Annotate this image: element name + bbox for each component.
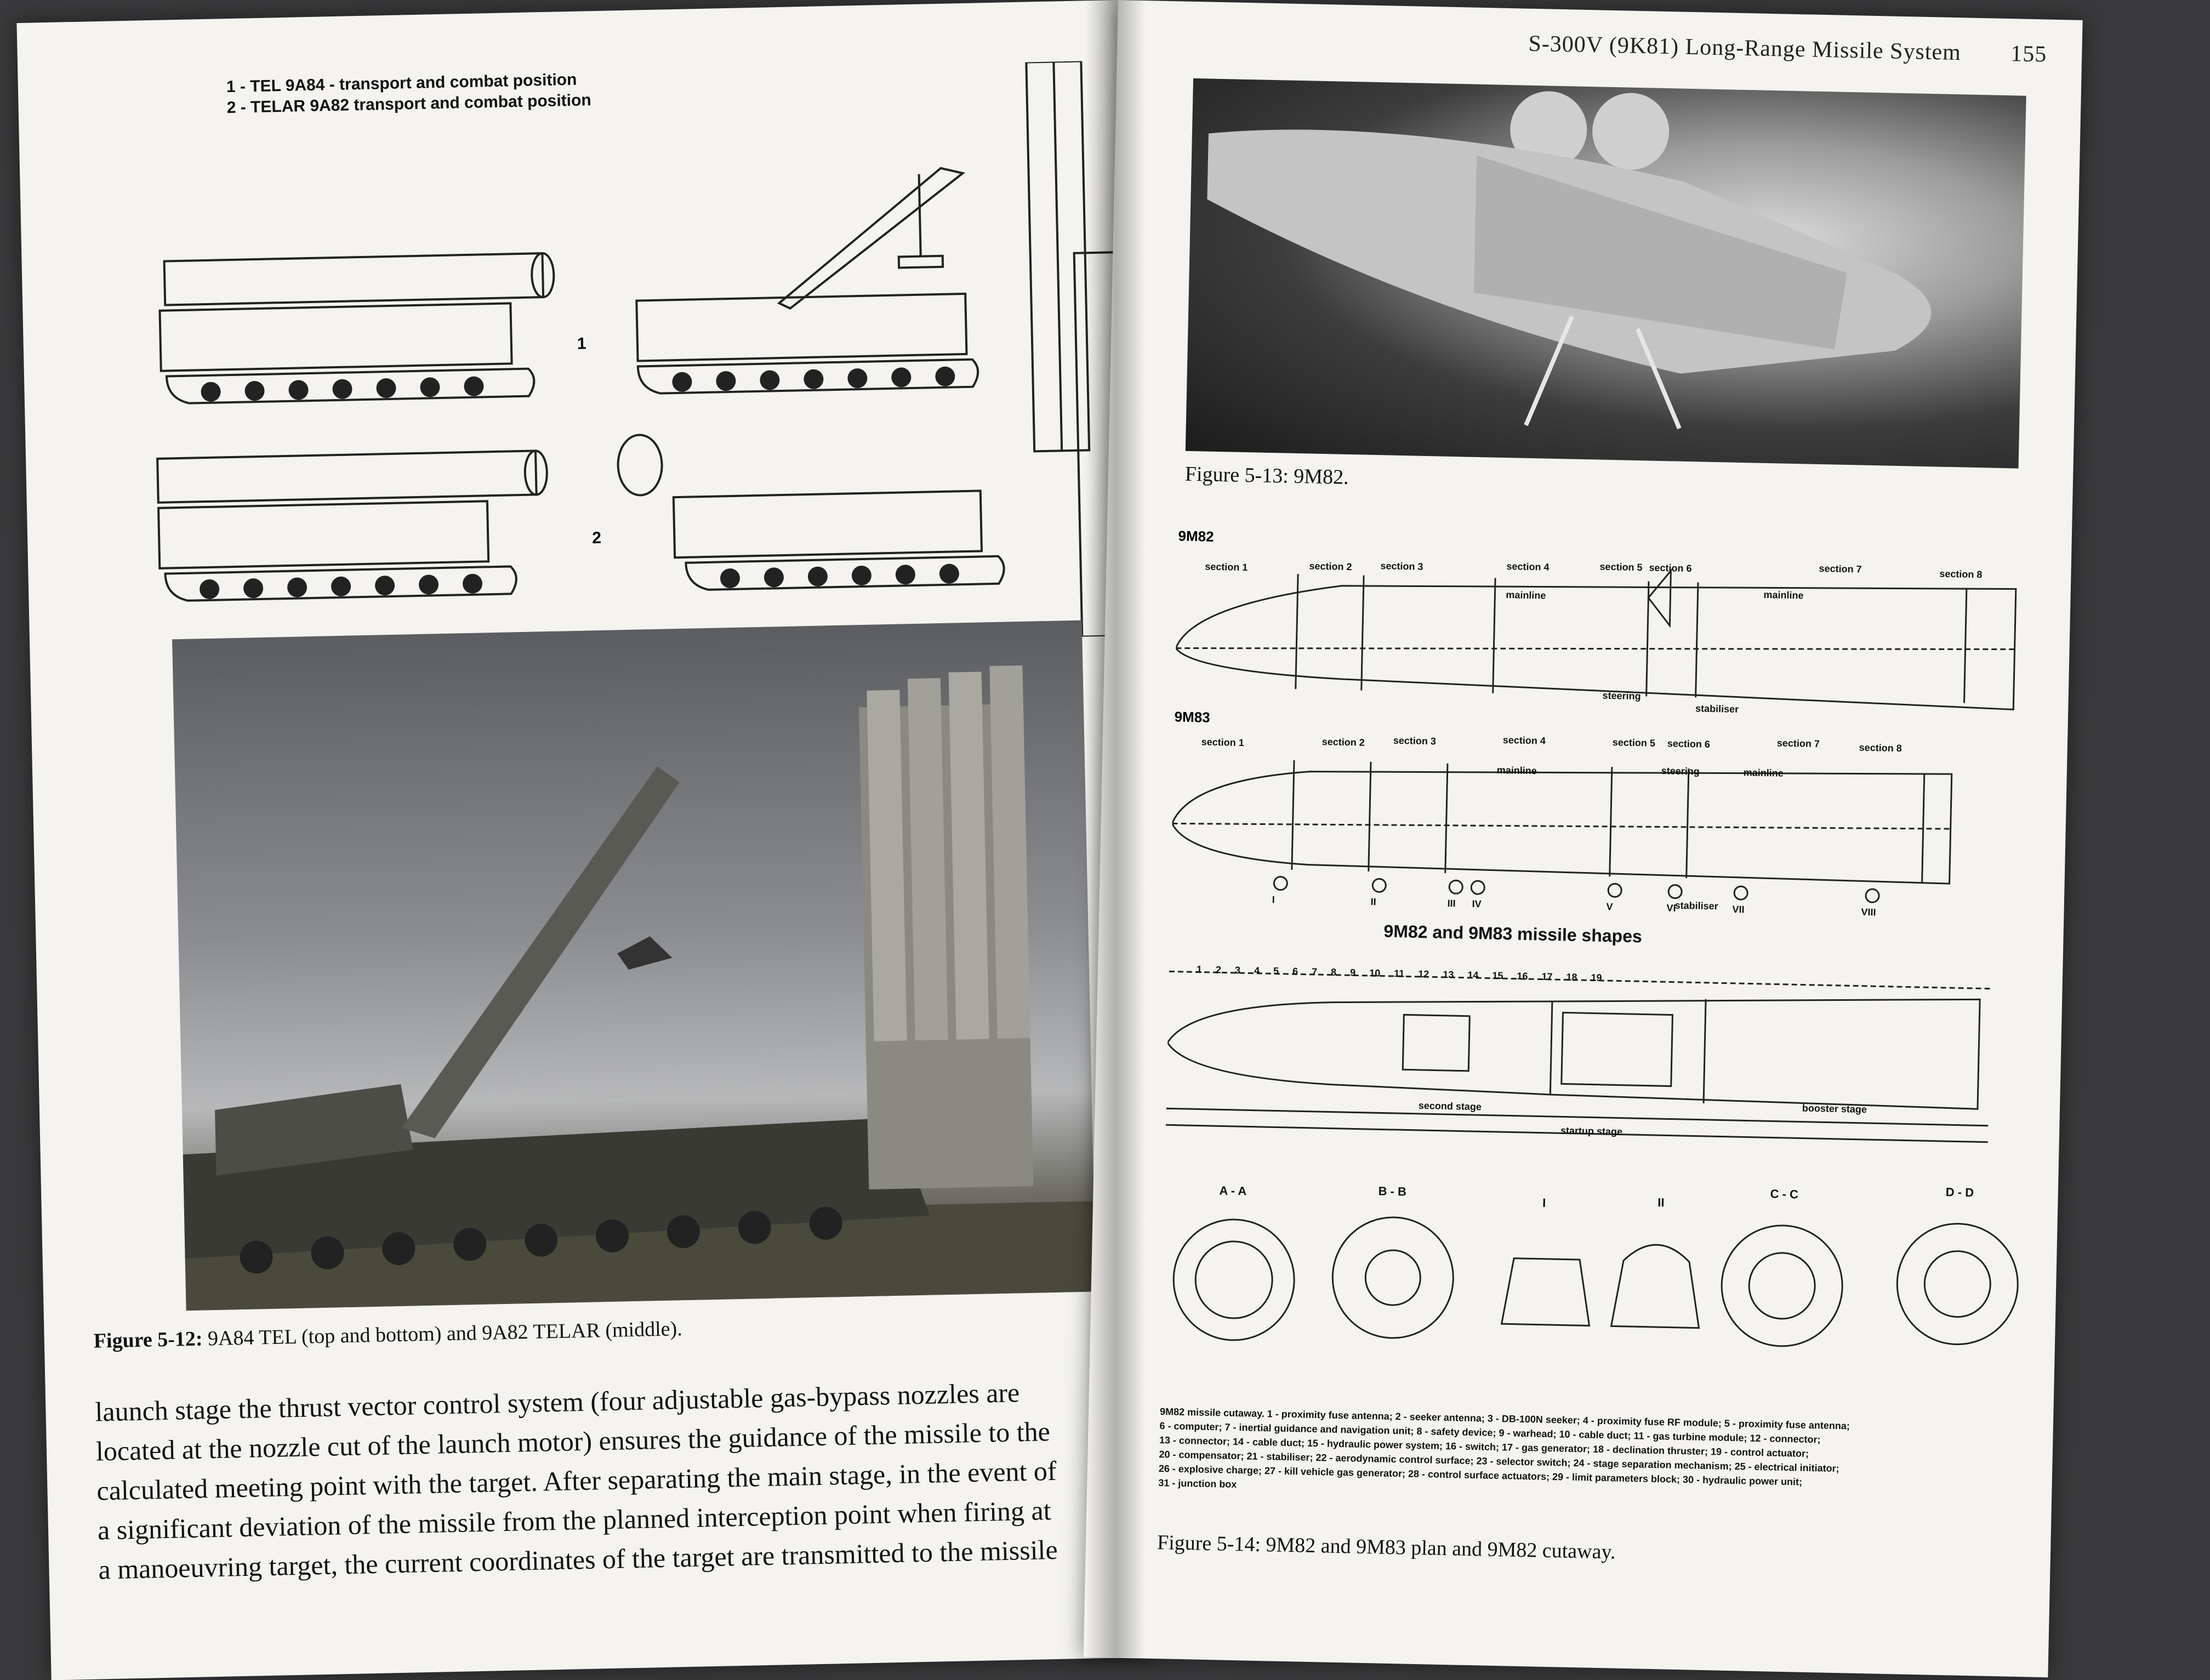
cutaway-label-booster-stage: booster stage: [1802, 1102, 1867, 1115]
plan-9m83-section-5: section 5: [1612, 737, 1656, 749]
telar-photo-shapes: [172, 620, 1096, 1311]
plan-9m83-label: mainline: [1496, 764, 1537, 777]
plan-9m82-section-3: section 3: [1380, 560, 1423, 572]
plan-9m83-section-8: section 8: [1859, 742, 1902, 754]
right-page: [1084, 0, 2083, 1677]
plan-9m83-drawing: [1170, 736, 1985, 933]
plan-9m82-label: mainline: [1763, 589, 1804, 601]
vehicle-number-1: 1: [577, 334, 586, 353]
plan-9m83-title: 9M83: [1174, 708, 1210, 726]
figure-5-13-caption: [1184, 462, 1349, 489]
figure-5-12-caption: [93, 1317, 682, 1353]
plan-9m83-section-4: section 4: [1502, 734, 1546, 747]
plan-9m83-roman: III: [1447, 897, 1456, 909]
plan-9m82-label: steering: [1602, 690, 1641, 702]
body-line: calculated meeting point with the target. After separating the main stage, in the event of: [96, 1455, 1057, 1506]
cutaway-legend: 9M82 missile cutaway. 1 - proximity fuse antenna; 2 - seeker antenna; 3 - DB-100N seeker; 4 - proximity fuse RF module; 5 - proximity fuse antenna; 6 - computer; 7 - inertial guidance and navigation unit; 8 - safety device; 9 - warhead; 10 - cable duct; 11 - gas turbine module; 12 - connector; 13 - connector; 14 - cable duct; 15 - hydraulic power system; 16 - switch; 17 - gas generator; 18 - declination thruster; 19 - control actuator; 20 - compensator; 21 - stabiliser; 22 - aerodynamic control surface; 23 - selector switch; 24 - stage separation mechanism; 25 - electrical initiator; 26 - explosive charge; 27 - kill vehicle gas generator; 28 - control surface actuators; 29 - limit parameters block; 30 - hydraulic power unit; 31 - junction box: [1158, 1406, 1850, 1490]
plan-9m82-section-1: section 1: [1205, 561, 1248, 573]
figure-5-14-caption: [1157, 1530, 1616, 1564]
plan-9m83-section-2: section 2: [1322, 736, 1365, 748]
figure-5-13-text: 9M82.: [1288, 464, 1349, 489]
body-text: [95, 1370, 1129, 1589]
body-line: located at the nozzle cut of the launch motor) ensures the guidance of the missile to the: [95, 1416, 1051, 1467]
figure-5-12-label: Figure 5-12:: [93, 1327, 203, 1353]
plan-9m83-label: stabiliser: [1674, 899, 1718, 912]
figure-5-14-text: 9M82 and 9M83 plan and 9M82 cutaway.: [1260, 1533, 1616, 1564]
plan-9m83-roman: VI: [1666, 902, 1676, 914]
plan-9m82-section-5: section 5: [1599, 561, 1643, 573]
tel-2-canisters: [157, 451, 537, 502]
figure-5-13-label: Figure 5-13:: [1184, 462, 1289, 488]
plan-9m82-label: stabiliser: [1695, 703, 1739, 715]
vehicle-legend-2: 2 - TELAR 9A82 transport and combat position: [226, 91, 592, 117]
plan-9m83-roman: VII: [1732, 903, 1745, 915]
telar-2-hull: [674, 491, 982, 557]
telar-photo: [172, 620, 1096, 1311]
telar-1-crane: [776, 168, 965, 309]
cutaway-numbers: 1 2 3 4 5 6 7 8 9 10 11 12 13 14 15 16 17 18 19: [1196, 964, 1602, 983]
cutaway-label-second-stage: second stage: [1418, 1100, 1482, 1113]
plan-9m83-roman: VIII: [1861, 906, 1876, 918]
tel-2-hull: [158, 501, 488, 568]
section-view-d-d: D - D: [1945, 1185, 1974, 1200]
section-view-a-a: A - A: [1219, 1183, 1247, 1198]
tel-1-hull: [160, 303, 511, 371]
left-page: [16, 0, 1153, 1680]
body-line: a significant deviation of the missile from the planned interception point when firing at: [97, 1495, 1052, 1546]
plan-9m82-section-6: section 6: [1649, 562, 1692, 574]
plan-9m82-section-8: section 8: [1939, 568, 1983, 580]
section-view-c-c: C - C: [1770, 1187, 1799, 1201]
vehicle-line-drawings: [139, 60, 1126, 656]
plan-9m82-section-2: section 2: [1309, 560, 1352, 573]
figure-5-12-text: 9A84 TEL (top and bottom) and 9A82 TELAR (middle).: [202, 1317, 683, 1351]
plan-9m83-roman: IV: [1472, 898, 1482, 910]
body-line: launch stage the thrust vector control system (four adjustable gas-bypass nozzles are: [94, 1377, 1020, 1427]
plan-9m82-section-7: section 7: [1819, 563, 1862, 575]
plan-9m82-label: mainline: [1506, 589, 1546, 601]
plan-9m83-section-3: section 3: [1393, 734, 1437, 747]
plan-9m82-section-4: section 4: [1506, 561, 1550, 573]
figure-5-14-label: Figure 5-14:: [1157, 1531, 1261, 1557]
telar-1-hull: [636, 294, 966, 361]
section-views: [1160, 1174, 2042, 1400]
plan-9m83-roman: II: [1370, 896, 1376, 908]
tel-1-canisters: [164, 253, 544, 305]
plan-9m83-label: steering: [1661, 765, 1700, 777]
missile-shapes-title: 9M82 and 9M83 missile shapes: [1383, 921, 1643, 947]
section-view-ii: II: [1658, 1195, 1665, 1210]
plan-9m83-roman: V: [1606, 901, 1613, 913]
body-line: a manoeuvring target, the current coordinates of the target are transmitted to the missile: [98, 1534, 1058, 1585]
cutaway-label-startup-stage: startup stage: [1560, 1125, 1623, 1137]
plan-9m82-title: 9M82: [1178, 527, 1214, 545]
telar-2-radar-dish: [617, 435, 662, 496]
page-number: 155: [2010, 41, 2047, 67]
plan-9m83-section-6: section 6: [1667, 738, 1711, 750]
vehicle-legend-1: 1 - TEL 9A84 - transport and combat position: [226, 70, 577, 96]
running-header: S-300V (9K81) Long-Range Missile System: [1528, 31, 1962, 66]
plan-9m83-section-7: section 7: [1776, 737, 1820, 750]
plan-9m83-roman: I: [1272, 894, 1275, 906]
section-view-i: I: [1542, 1195, 1546, 1210]
section-view-b-b: B - B: [1378, 1184, 1407, 1199]
missile-photo-shapes: [1186, 78, 2026, 469]
plan-9m83-section-1: section 1: [1201, 736, 1244, 749]
vehicle-number-2: 2: [592, 528, 602, 548]
plan-9m83-label: mainline: [1743, 767, 1784, 779]
plan-9m82-drawing: [1175, 550, 2033, 732]
missile-photo: [1186, 78, 2026, 469]
